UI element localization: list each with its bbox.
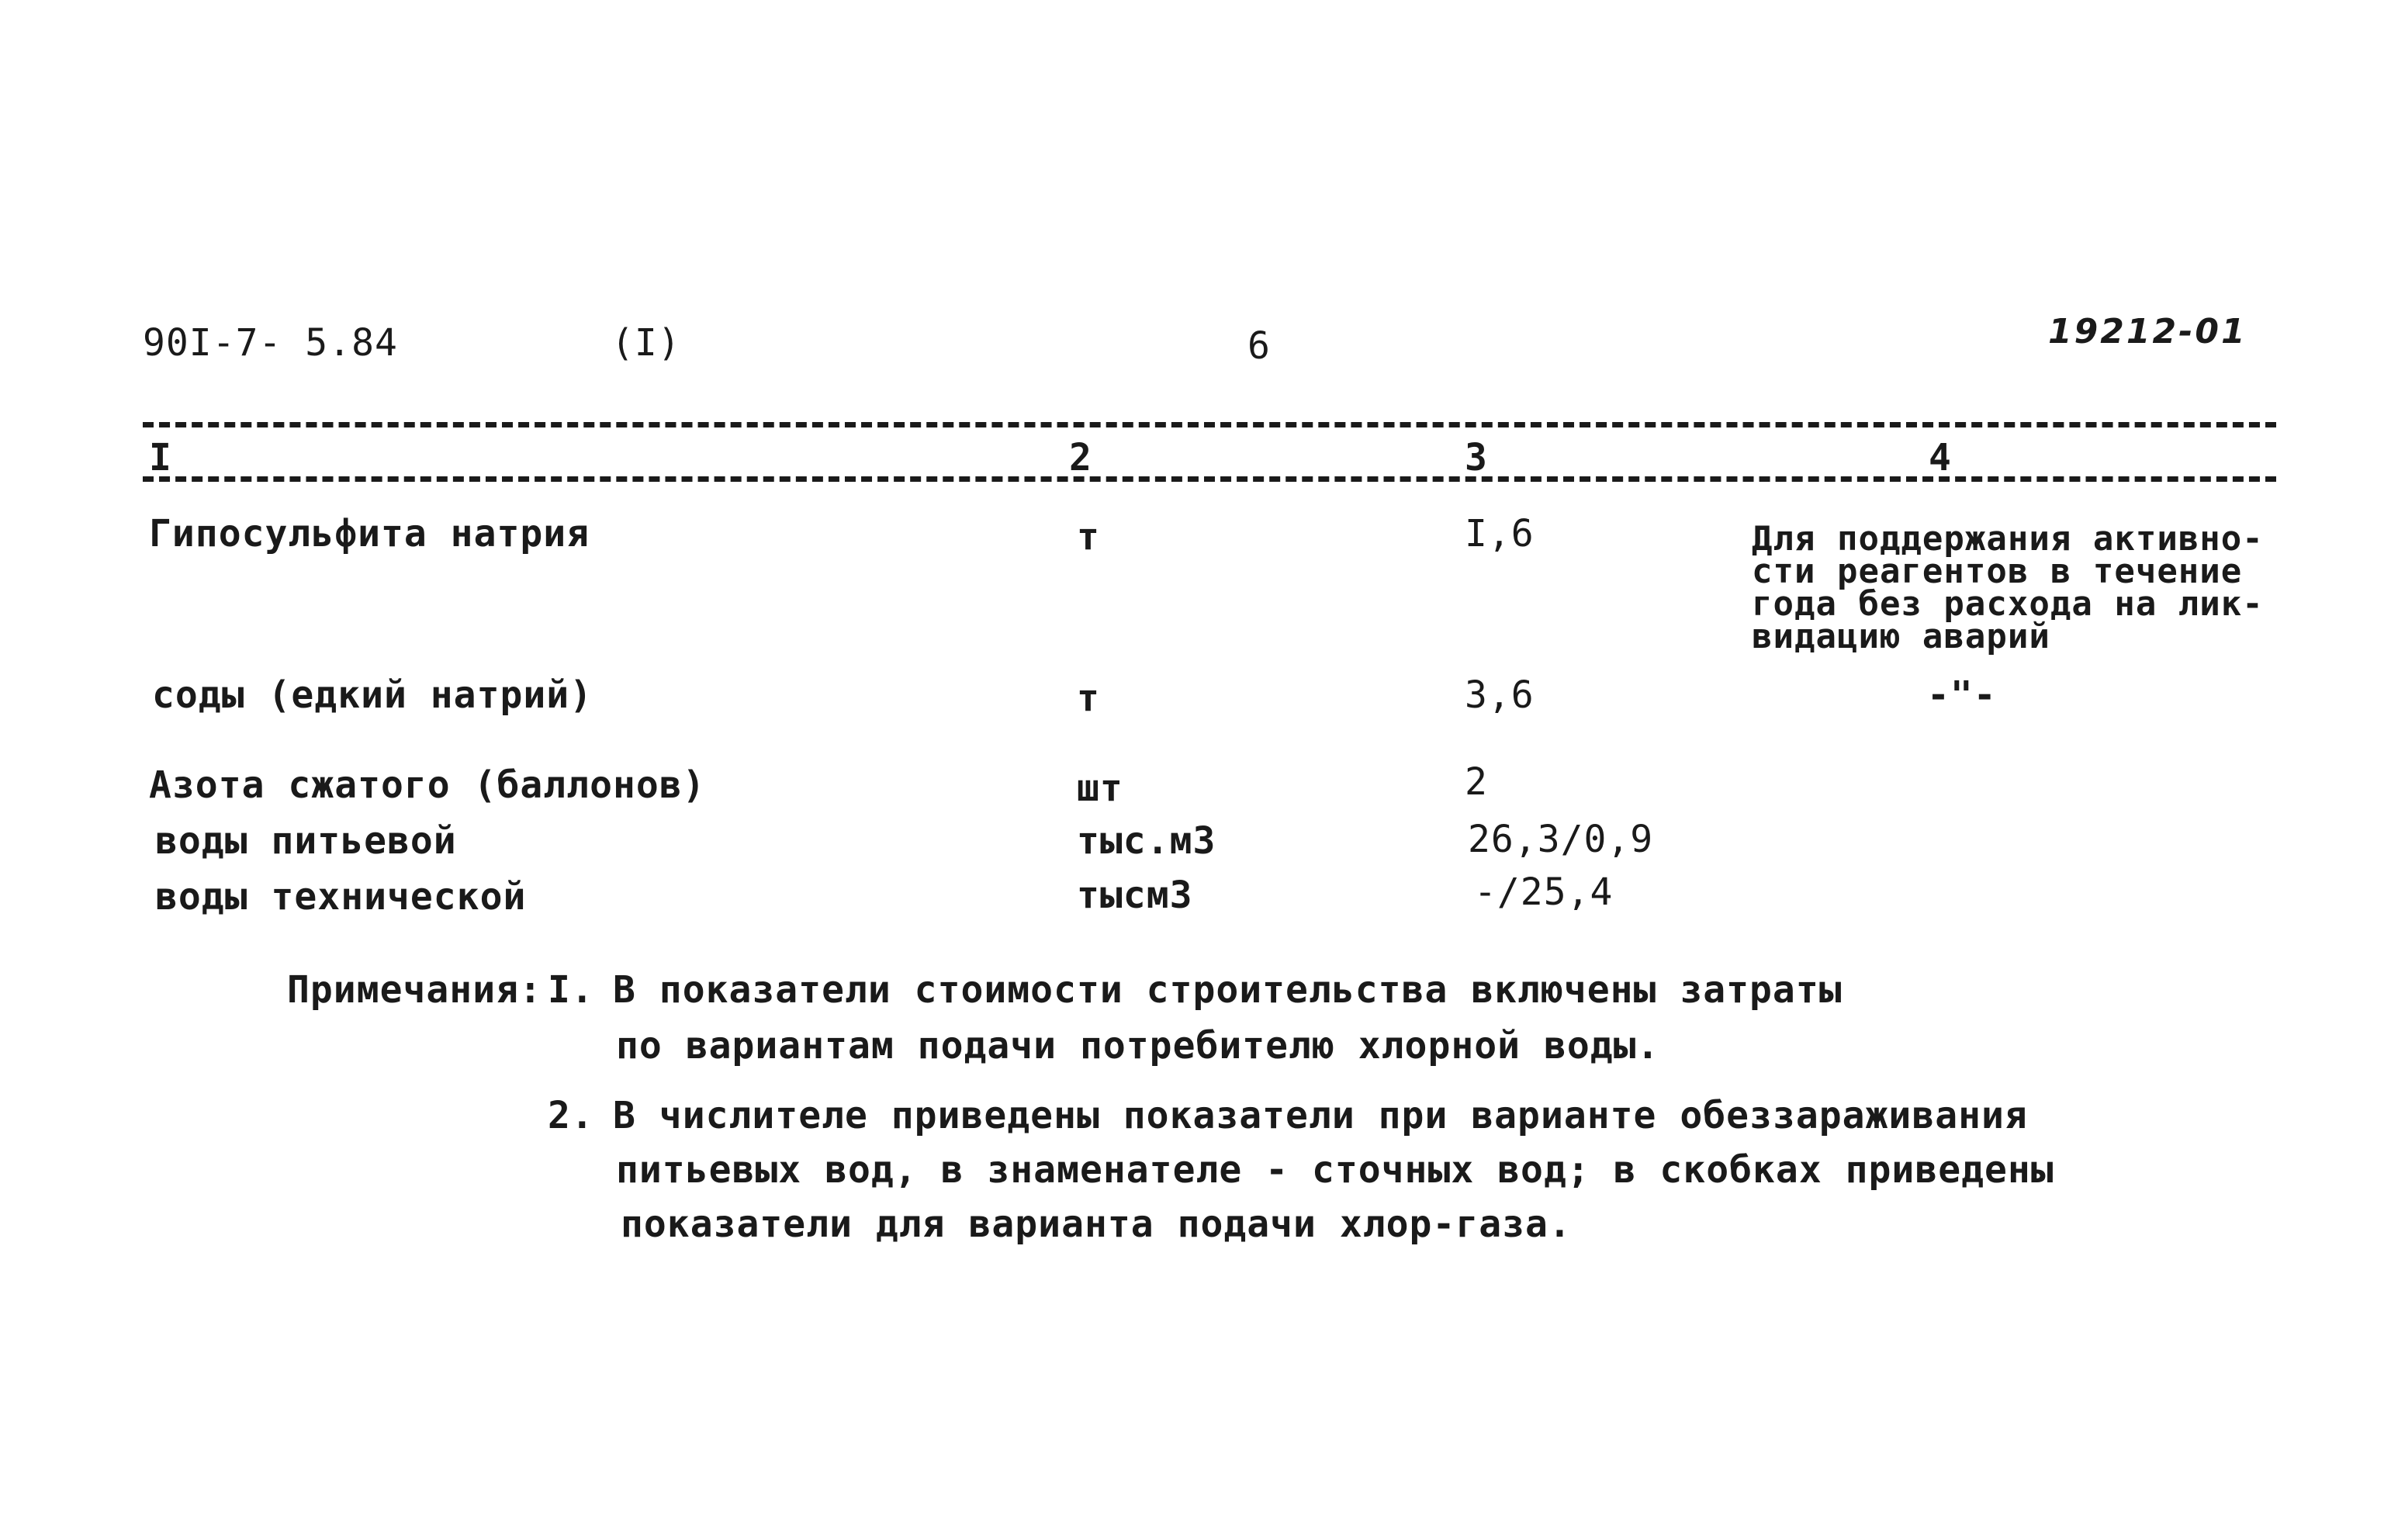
table-row-note: видацию аварий (1752, 617, 2050, 656)
table-row-value: 2 (1465, 760, 1488, 804)
note-number: I. (548, 968, 594, 1012)
table-top-rule (143, 422, 2276, 427)
note-line: питьевых вод, в знаменателе - сточных вод; в скобках приведены (616, 1148, 2054, 1192)
table-row-value: -/25,4 (1474, 870, 1614, 914)
table-row-value: 26,3/0,9 (1468, 818, 1654, 861)
handwritten-code: 19212-01 (2048, 312, 2247, 351)
table-row-name: воды технической (155, 875, 527, 919)
table-row-unit: т (1077, 677, 1100, 720)
table-row-name: воды питьевой (155, 819, 457, 863)
table-row-note: года без расхода на лик- (1752, 584, 2264, 624)
column-header-3: 3 (1465, 436, 1488, 479)
table-row-unit: т (1077, 515, 1100, 559)
table-row-value: I,6 (1465, 512, 1535, 555)
table-row-note: сти реагентов в течение (1752, 552, 2243, 591)
table-row-note: Для поддержания активно- (1752, 519, 2264, 559)
note-line: В показатели стоимости строительства включены затраты (613, 968, 1843, 1012)
table-row-unit: шт (1077, 767, 1123, 810)
table-row-name: Азота сжатого (баллонов) (149, 763, 706, 807)
table-row-name: Гипосульфита натрия (149, 512, 590, 555)
table-row-unit: тыс.м3 (1077, 819, 1216, 863)
table-header-rule (143, 476, 2276, 482)
column-header-4: 4 (1929, 436, 1952, 479)
note-number: 2. (548, 1094, 594, 1137)
column-header-1: I (149, 436, 172, 479)
column-header-2: 2 (1069, 436, 1092, 479)
table-row-unit: тысм3 (1077, 874, 1193, 917)
doc-part: (I) (611, 321, 681, 365)
table-row-note: -"- (1927, 673, 1997, 717)
note-line: показатели для варианта подачи хлор-газа. (621, 1203, 1572, 1246)
table-row-value: 3,6 (1465, 673, 1535, 717)
page-number: 6 (1247, 324, 1271, 368)
notes-label: Примечания: (287, 968, 542, 1012)
note-line: В числителе приведены показатели при варианте обеззараживания (613, 1094, 2028, 1137)
note-line: по вариантам подачи потребителю хлорной воды. (616, 1024, 1660, 1068)
doc-code: 90I-7- 5.84 (143, 321, 398, 365)
table-row-name: соды (едкий натрий) (152, 673, 593, 717)
